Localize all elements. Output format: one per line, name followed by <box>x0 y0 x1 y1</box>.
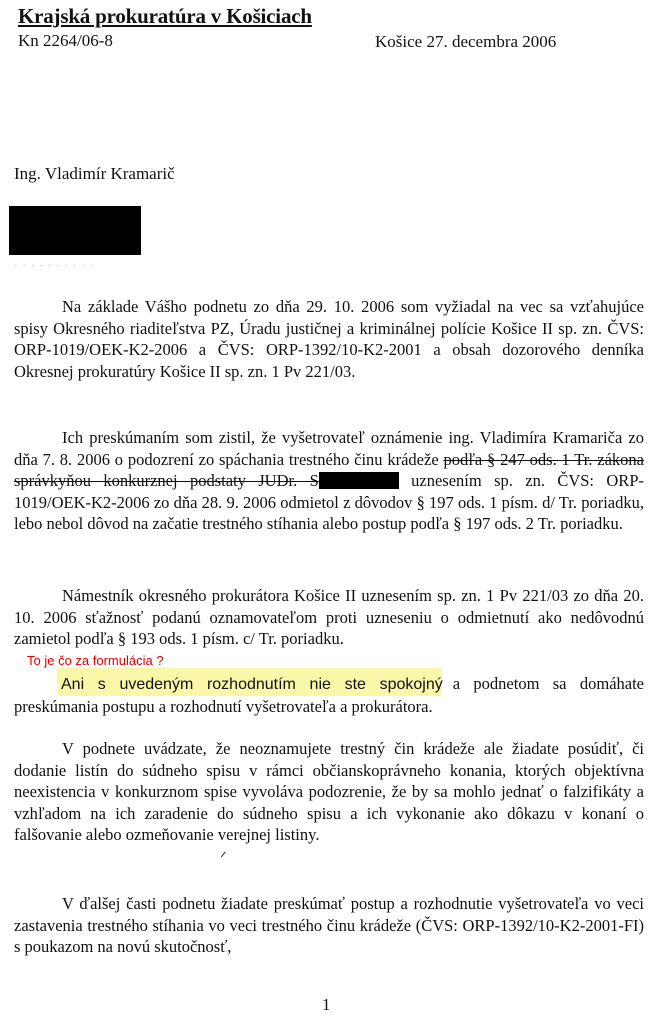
reference-number: Kn 2264/06-8 <box>18 31 113 50</box>
paragraph-2-start: Ich preskúmaním som zistil, že vyšetrovateľ oznámenie ing. Vladimíra Kramariča zo dňa 7. 8. 2006 o podozrení zo spáchania trestného činu krádeže <box>14 428 644 469</box>
letter-date: Košice 27. decembra 2006 <box>375 32 557 51</box>
recipient-name: Ing. Vladimír Kramarič <box>14 164 175 183</box>
page-title: Krajská prokuratúra v Košiciach <box>18 4 312 28</box>
paragraph-6: V ďalšej časti podnetu žiadate preskúmať postup a rozhodnutie vyšetrovateľa vo veci zastavenia trestného stíhania vo veci trestného činu krádeže (ČVS: ORP-1392/10-K2-2001-FI) s poukazom na novú skutočnosť, <box>14 894 644 956</box>
paragraph-2-end: uznesením sp. zn. ČVS: ORP-1019/OEK-K2-2006 zo dňa 28. 9. 2006 odmietol z dôvodov § 197 ods. 1 písm. d/ Tr. poriadku, lebo nebol dôvod na začatie trestného stíhania alebo postup podľa § 197 ods. 2 Tr. poriadku. <box>14 471 644 533</box>
paragraph-2 <box>14 427 644 535</box>
paragraph-3: Námestník okresného prokurátora Košice II uznesením sp. zn. 1 Pv 221/03 zo dňa 20. 10. 2006 sťažnosť podanú oznamovateľom proti uzneseniu o odmietnutí ako nedôvodnú zamietol podľa § 193 ods. 1 písm. c/ Tr. poriadku. <box>14 586 644 648</box>
paragraph-4-rest: a podnetom sa domáhate preskúmania postupu a rozhodnutí vyšetrovateľa a prokurátora. <box>14 674 644 716</box>
redacted-address-block <box>9 206 141 255</box>
paragraph-5: V podnete uvádzate, že neoznamujete trestný čin krádeže ale žiadate posúdiť, či dodanie listín do súdneho spisu v rámci občianskoprávneho konania, ktorých objektívna neexistencia v konkurznom spise vyvoláva podozrenie, že by sa mohlo jednať o falzifikáty a vzhľadom na ich zaradenie do súdneho spisu a ich vykonanie ako dôkazu v konaní o falšovanie alebo ozmeňovanie verejnej listiny. <box>14 739 644 844</box>
paragraph-2-struck-text: podľa § 247 ods. 1 Tr. zákona správkyňou konkurznej podstaty JUDr. S <box>14 449 645 490</box>
red-annotation-note: To je čo za formulácia ? <box>27 653 164 668</box>
faint-scan-artifact: · · · · · · · · · · <box>14 260 95 272</box>
page-number: 1 <box>322 995 331 1014</box>
paragraph-4 <box>14 673 644 717</box>
highlighted-sentence: Ani s uvedeným rozhodnutím nie ste spokojný <box>61 676 443 693</box>
paragraph-1: Na základe Vášho podnetu zo dňa 29. 10. 2006 som vyžiadal na vec sa vzťahujúce spisy Okresného riaditeľstva PZ, Úradu justičnej a kriminálnej polície Košice II sp. zn. ČVS: ORP-1019/OEK-K2-2006 a ČVS: ORP-1392/10-K2-2001 a obsah dozorového denníka Okresnej prokuratúry Košice II sp. zn. 1 Pv 221/03. <box>14 297 644 381</box>
handwritten-mark: ᐟ <box>220 850 227 867</box>
redacted-name <box>319 472 399 489</box>
